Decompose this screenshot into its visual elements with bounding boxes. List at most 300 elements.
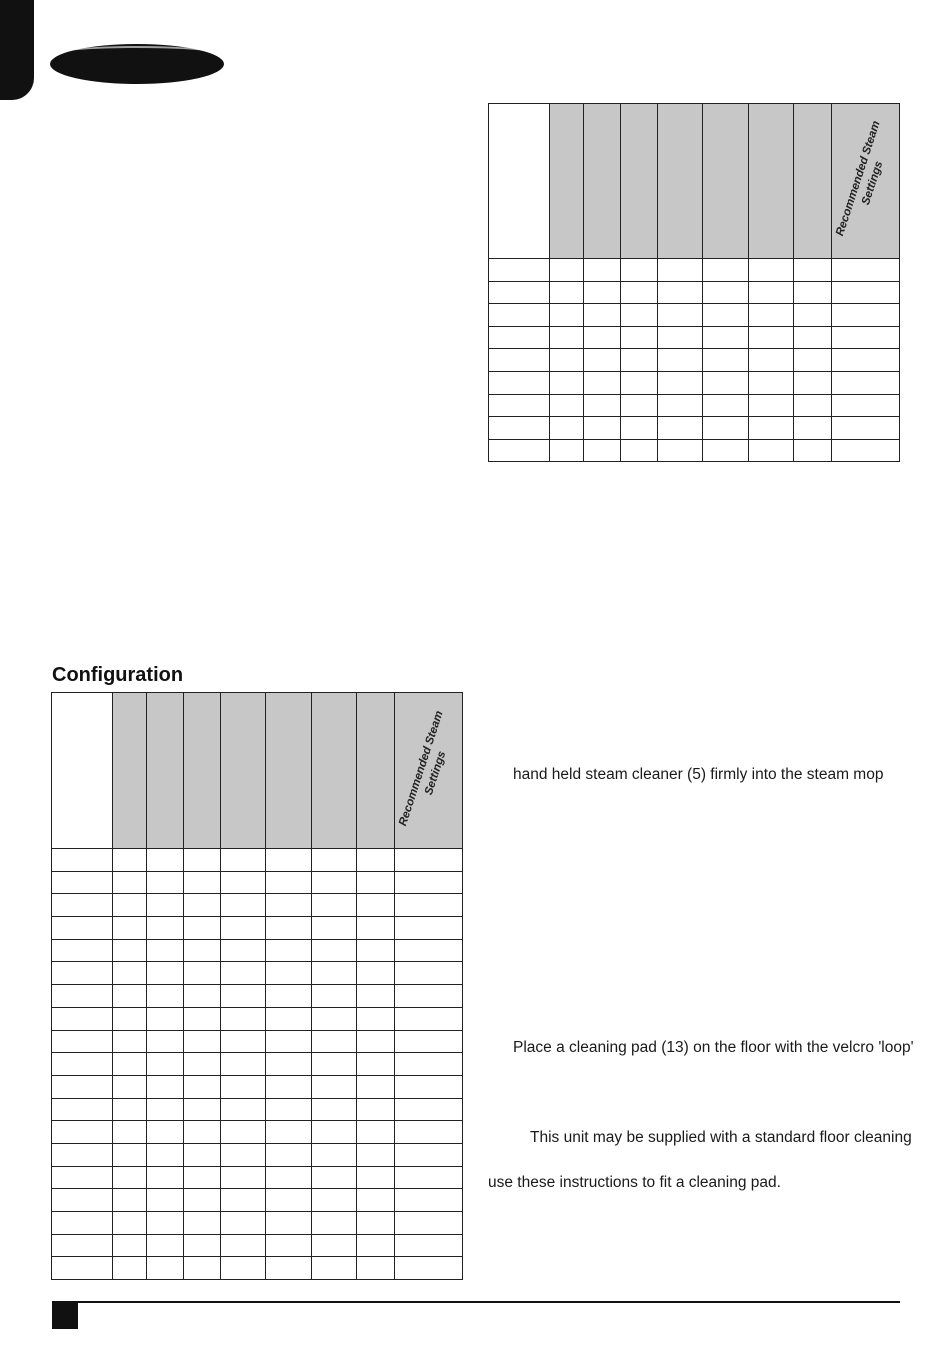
instruction-line-use-instructions: use these instructions to fit a cleaning pad. xyxy=(488,1174,781,1191)
table-row xyxy=(52,1007,463,1030)
table-cell xyxy=(221,1143,266,1166)
table-cell xyxy=(357,1053,395,1076)
table-cell xyxy=(113,1030,147,1053)
row-label-cell xyxy=(52,894,113,917)
table-cell xyxy=(221,962,266,985)
table-cell xyxy=(266,1053,312,1076)
table-cell xyxy=(147,1075,184,1098)
recommended-steam-header xyxy=(395,693,463,849)
table-cell xyxy=(266,1212,312,1235)
table-cell xyxy=(832,281,900,304)
table-cell xyxy=(266,1030,312,1053)
table-cell xyxy=(395,1234,463,1257)
table-cell xyxy=(184,1257,221,1280)
steam-settings-table-bottom xyxy=(51,692,463,1280)
table-cell xyxy=(621,394,658,417)
table-cell xyxy=(221,1234,266,1257)
row-label-cell xyxy=(489,281,550,304)
table-cell xyxy=(312,1143,357,1166)
table-cell xyxy=(832,349,900,372)
table-cell xyxy=(266,1257,312,1280)
table-cell xyxy=(312,1166,357,1189)
table-cell xyxy=(357,1098,395,1121)
table-cell xyxy=(221,1007,266,1030)
table-cell xyxy=(550,394,584,417)
table-cell xyxy=(266,985,312,1008)
table-cell xyxy=(266,962,312,985)
table-cell xyxy=(221,871,266,894)
table-cell xyxy=(312,1053,357,1076)
table-cell xyxy=(395,985,463,1008)
table-cell xyxy=(357,962,395,985)
table-cell xyxy=(147,962,184,985)
table-cell xyxy=(312,1257,357,1280)
surface-column-header xyxy=(312,693,357,849)
table-cell xyxy=(357,1030,395,1053)
table-cell xyxy=(794,326,832,349)
table-row xyxy=(52,1075,463,1098)
row-label-cell xyxy=(52,1143,113,1166)
table-cell xyxy=(266,939,312,962)
table-cell xyxy=(312,985,357,1008)
table-cell xyxy=(147,985,184,1008)
table-cell xyxy=(357,1143,395,1166)
table-cell xyxy=(703,259,749,282)
table-cell xyxy=(550,259,584,282)
table-cell xyxy=(221,1053,266,1076)
table-row xyxy=(489,417,900,440)
table-cell xyxy=(749,326,794,349)
row-label-cell xyxy=(52,1030,113,1053)
table-cell xyxy=(621,304,658,327)
row-label-cell xyxy=(52,1212,113,1235)
table-cell xyxy=(794,281,832,304)
table-cell xyxy=(749,417,794,440)
table-cell xyxy=(832,439,900,462)
language-tab xyxy=(0,0,34,100)
surface-column-header xyxy=(113,693,147,849)
table-cell xyxy=(184,849,221,872)
instruction-line-place-pad: Place a cleaning pad (13) on the floor with the velcro 'loop' xyxy=(513,1039,914,1056)
table-cell xyxy=(794,259,832,282)
table-cell xyxy=(221,894,266,917)
table-cell xyxy=(658,349,703,372)
row-label-cell xyxy=(52,1075,113,1098)
row-label-cell xyxy=(52,962,113,985)
table-cell xyxy=(113,894,147,917)
table-cell xyxy=(749,371,794,394)
table-cell xyxy=(312,1030,357,1053)
table-row xyxy=(52,1053,463,1076)
table-cell xyxy=(621,371,658,394)
footer-rule xyxy=(52,1301,900,1303)
surface-column-header xyxy=(749,104,794,259)
table-cell xyxy=(550,281,584,304)
table-cell xyxy=(113,939,147,962)
table-cell xyxy=(703,417,749,440)
table-cell xyxy=(658,371,703,394)
table-cell xyxy=(584,394,621,417)
table-cell xyxy=(312,1121,357,1144)
table-cell xyxy=(184,1143,221,1166)
table-cell xyxy=(550,439,584,462)
table-row xyxy=(52,1234,463,1257)
table-cell xyxy=(357,1121,395,1144)
table-cell xyxy=(266,917,312,940)
row-label-cell xyxy=(52,1234,113,1257)
table-cell xyxy=(395,962,463,985)
table-cell xyxy=(221,1257,266,1280)
table-cell xyxy=(395,1212,463,1235)
table-cell xyxy=(221,1075,266,1098)
row-label-cell xyxy=(52,871,113,894)
table-cell xyxy=(221,1166,266,1189)
row-label-cell xyxy=(489,394,550,417)
table-cell xyxy=(266,1007,312,1030)
table-cell xyxy=(584,326,621,349)
row-label-cell xyxy=(52,985,113,1008)
steam-settings-table-top xyxy=(488,103,900,462)
surface-column-header xyxy=(184,693,221,849)
table-cell xyxy=(113,849,147,872)
table-cell xyxy=(395,1098,463,1121)
table-cell xyxy=(703,281,749,304)
table-cell xyxy=(658,417,703,440)
table-cell xyxy=(147,1098,184,1121)
table-cell xyxy=(184,1234,221,1257)
table-cell xyxy=(113,1053,147,1076)
table-row xyxy=(52,1212,463,1235)
table-cell xyxy=(266,894,312,917)
table-cell xyxy=(266,849,312,872)
row-label-cell xyxy=(52,1007,113,1030)
table-cell xyxy=(832,394,900,417)
table-cell xyxy=(312,939,357,962)
table-cell xyxy=(113,1234,147,1257)
table-cell xyxy=(184,1053,221,1076)
table-cell xyxy=(395,871,463,894)
table-row xyxy=(52,1189,463,1212)
table-cell xyxy=(184,894,221,917)
table-cell xyxy=(147,1143,184,1166)
table-cell xyxy=(266,1098,312,1121)
surface-column-header xyxy=(584,104,621,259)
table-cell xyxy=(184,917,221,940)
table-row xyxy=(489,326,900,349)
row-label-cell xyxy=(52,1121,113,1144)
table-cell xyxy=(312,917,357,940)
table-cell xyxy=(184,1121,221,1144)
table-cell xyxy=(357,894,395,917)
table-cell xyxy=(184,1166,221,1189)
table-cell xyxy=(794,417,832,440)
table-cell xyxy=(184,1007,221,1030)
table-corner-cell xyxy=(489,104,550,259)
table-row xyxy=(52,917,463,940)
table-cell xyxy=(113,985,147,1008)
surface-column-header xyxy=(221,693,266,849)
surface-column-header xyxy=(550,104,584,259)
row-label-cell xyxy=(52,1189,113,1212)
table-cell xyxy=(357,1257,395,1280)
table-row xyxy=(489,281,900,304)
recommended-steam-label: Recommended Steam Settings xyxy=(396,709,448,828)
table-cell xyxy=(749,439,794,462)
row-label-cell xyxy=(52,849,113,872)
table-cell xyxy=(357,939,395,962)
table-row xyxy=(52,894,463,917)
table-cell xyxy=(658,259,703,282)
table-cell xyxy=(584,439,621,462)
table-cell xyxy=(794,439,832,462)
table-row xyxy=(52,1098,463,1121)
table-row xyxy=(52,849,463,872)
table-cell xyxy=(147,871,184,894)
table-cell xyxy=(550,326,584,349)
table-row xyxy=(52,871,463,894)
table-row xyxy=(52,985,463,1008)
table-cell xyxy=(266,1234,312,1257)
table-cell xyxy=(395,894,463,917)
table-cell xyxy=(749,259,794,282)
table-cell xyxy=(266,1189,312,1212)
surface-column-header xyxy=(266,693,312,849)
table-cell xyxy=(221,1212,266,1235)
table-cell xyxy=(312,1189,357,1212)
table-cell xyxy=(147,849,184,872)
table-cell xyxy=(832,371,900,394)
table-cell xyxy=(147,1257,184,1280)
table-body xyxy=(489,259,900,462)
table-cell xyxy=(621,349,658,372)
recommended-steam-label: Recommended Steam Settings xyxy=(833,119,885,238)
table-cell xyxy=(221,849,266,872)
table-cell xyxy=(221,939,266,962)
recommended-steam-header xyxy=(832,104,900,259)
section-heading: Configuration xyxy=(52,664,184,686)
table-cell xyxy=(584,349,621,372)
table-cell xyxy=(794,394,832,417)
table-cell xyxy=(794,349,832,372)
table-cell xyxy=(703,394,749,417)
table-cell xyxy=(550,371,584,394)
table-cell xyxy=(184,1189,221,1212)
row-label-cell xyxy=(489,349,550,372)
table-cell xyxy=(184,1212,221,1235)
table-row xyxy=(52,1143,463,1166)
table-cell xyxy=(658,304,703,327)
row-label-cell xyxy=(489,417,550,440)
table-cell xyxy=(113,1121,147,1144)
surface-column-header xyxy=(794,104,832,259)
table-cell xyxy=(395,1143,463,1166)
table-row xyxy=(489,259,900,282)
table-cell xyxy=(113,917,147,940)
table-row xyxy=(52,939,463,962)
section-header-pill xyxy=(50,44,224,84)
table-cell xyxy=(395,1007,463,1030)
table-cell xyxy=(221,1121,266,1144)
table-cell xyxy=(395,1053,463,1076)
table-cell xyxy=(312,962,357,985)
table-cell xyxy=(658,281,703,304)
instruction-line-fit-handheld: hand held steam cleaner (5) firmly into the steam mop xyxy=(513,766,884,783)
table-cell xyxy=(357,1212,395,1235)
table-cell xyxy=(357,1075,395,1098)
table-cell xyxy=(357,871,395,894)
row-label-cell xyxy=(489,259,550,282)
table-cell xyxy=(395,849,463,872)
table-cell xyxy=(221,1098,266,1121)
table-cell xyxy=(550,304,584,327)
table-cell xyxy=(113,871,147,894)
table-cell xyxy=(832,304,900,327)
table-cell xyxy=(113,1189,147,1212)
table-cell xyxy=(703,326,749,349)
table-cell xyxy=(312,894,357,917)
table-cell xyxy=(832,326,900,349)
table-row xyxy=(489,304,900,327)
surface-column-header xyxy=(147,693,184,849)
table-cell xyxy=(357,917,395,940)
table-cell xyxy=(584,304,621,327)
table-cell xyxy=(584,259,621,282)
table-cell xyxy=(221,1030,266,1053)
table-cell xyxy=(147,1166,184,1189)
table-cell xyxy=(621,259,658,282)
table-cell xyxy=(621,326,658,349)
table-cell xyxy=(749,281,794,304)
table-cell xyxy=(395,1030,463,1053)
table-cell xyxy=(266,1075,312,1098)
table-cell xyxy=(147,1121,184,1144)
table-cell xyxy=(312,1234,357,1257)
table-cell xyxy=(395,939,463,962)
table-cell xyxy=(312,1007,357,1030)
table-row xyxy=(489,394,900,417)
table-cell xyxy=(184,1098,221,1121)
table-cell xyxy=(266,1143,312,1166)
table-cell xyxy=(703,304,749,327)
table-cell xyxy=(147,1189,184,1212)
table-row xyxy=(52,1030,463,1053)
table-cell xyxy=(832,259,900,282)
table-cell xyxy=(221,1189,266,1212)
table-cell xyxy=(749,349,794,372)
table-cell xyxy=(184,939,221,962)
surface-column-header xyxy=(658,104,703,259)
table-cell xyxy=(113,1075,147,1098)
row-label-cell xyxy=(52,1053,113,1076)
table-cell xyxy=(113,1007,147,1030)
table-cell xyxy=(312,871,357,894)
table-row xyxy=(52,1121,463,1144)
table-cell xyxy=(266,1166,312,1189)
table-cell xyxy=(221,917,266,940)
table-cell xyxy=(113,1212,147,1235)
table-cell xyxy=(395,1189,463,1212)
table-cell xyxy=(749,304,794,327)
table-cell xyxy=(658,326,703,349)
table-row xyxy=(52,962,463,985)
table-cell xyxy=(395,1257,463,1280)
table-cell xyxy=(357,1007,395,1030)
table-cell xyxy=(395,1166,463,1189)
table-cell xyxy=(113,1098,147,1121)
table-cell xyxy=(357,1166,395,1189)
table-cell xyxy=(266,1121,312,1144)
table-cell xyxy=(550,349,584,372)
table-corner-cell xyxy=(52,693,113,849)
table-cell xyxy=(794,371,832,394)
row-label-cell xyxy=(489,304,550,327)
table-cell xyxy=(312,849,357,872)
table-cell xyxy=(266,871,312,894)
table-cell xyxy=(395,1121,463,1144)
table-cell xyxy=(312,1075,357,1098)
table-cell xyxy=(147,1030,184,1053)
table-cell xyxy=(147,939,184,962)
table-cell xyxy=(584,281,621,304)
table-cell xyxy=(357,1189,395,1212)
table-cell xyxy=(658,439,703,462)
row-label-cell xyxy=(489,439,550,462)
table-cell xyxy=(703,349,749,372)
row-label-cell xyxy=(52,1166,113,1189)
table-cell xyxy=(184,985,221,1008)
table-cell xyxy=(357,849,395,872)
table-cell xyxy=(147,1053,184,1076)
table-cell xyxy=(794,304,832,327)
table-cell xyxy=(395,917,463,940)
table-cell xyxy=(357,985,395,1008)
table-cell xyxy=(312,1212,357,1235)
table-cell xyxy=(147,917,184,940)
table-row xyxy=(489,349,900,372)
table-cell xyxy=(584,417,621,440)
table-cell xyxy=(184,871,221,894)
table-cell xyxy=(147,1212,184,1235)
table-cell xyxy=(113,1166,147,1189)
table-cell xyxy=(147,1234,184,1257)
row-label-cell xyxy=(52,939,113,962)
table-cell xyxy=(113,1257,147,1280)
table-cell xyxy=(357,1234,395,1257)
table-cell xyxy=(703,371,749,394)
row-label-cell xyxy=(52,917,113,940)
table-cell xyxy=(703,439,749,462)
surface-column-header xyxy=(703,104,749,259)
table-cell xyxy=(621,281,658,304)
table-row xyxy=(52,1166,463,1189)
row-label-cell xyxy=(489,371,550,394)
table-cell xyxy=(658,394,703,417)
table-cell xyxy=(621,439,658,462)
table-cell xyxy=(184,962,221,985)
table-cell xyxy=(113,962,147,985)
surface-column-header xyxy=(621,104,658,259)
table-cell xyxy=(395,1075,463,1098)
table-row xyxy=(489,371,900,394)
table-cell xyxy=(550,417,584,440)
table-cell xyxy=(312,1098,357,1121)
table-cell xyxy=(621,417,658,440)
row-label-cell xyxy=(52,1257,113,1280)
table-cell xyxy=(184,1075,221,1098)
page-number-box xyxy=(52,1303,78,1329)
table-cell xyxy=(749,394,794,417)
table-body xyxy=(52,849,463,1280)
